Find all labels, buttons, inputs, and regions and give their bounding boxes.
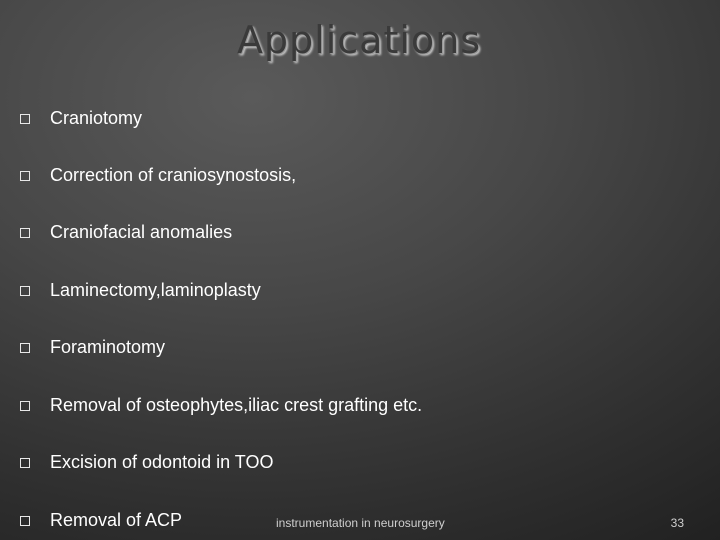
slide-footer: instrumentation in neurosurgery (276, 516, 445, 530)
square-bullet-icon (20, 228, 30, 238)
square-bullet-icon (20, 401, 30, 411)
bullet-text: Craniofacial anomalies (50, 221, 233, 242)
list-item (20, 450, 273, 474)
square-bullet-icon (20, 516, 30, 526)
list-item (20, 220, 232, 244)
square-bullet-icon (20, 286, 30, 296)
bullet-text: Foraminotomy (50, 336, 166, 357)
square-bullet-icon (20, 458, 30, 468)
bullet-text: Excision of odontoid in TOO (50, 451, 274, 472)
list-item (20, 106, 142, 130)
square-bullet-icon (20, 343, 30, 353)
list-item (20, 278, 261, 302)
list-item (20, 508, 182, 532)
bullet-text: Correction of craniosynostosis, (50, 164, 297, 185)
bullet-text: Craniotomy (50, 107, 143, 128)
list-item (20, 163, 296, 187)
square-bullet-icon (20, 171, 30, 181)
list-item (20, 335, 165, 359)
square-bullet-icon (20, 114, 30, 124)
bullet-text: Removal of ACP (50, 509, 183, 530)
page-number: 33 (670, 516, 684, 530)
list-item (20, 393, 422, 417)
bullet-text: Removal of osteophytes,iliac crest grafting etc. (50, 394, 423, 415)
slide-title-text: Applications (236, 18, 482, 62)
bullet-text: Laminectomy,laminoplasty (50, 279, 261, 300)
